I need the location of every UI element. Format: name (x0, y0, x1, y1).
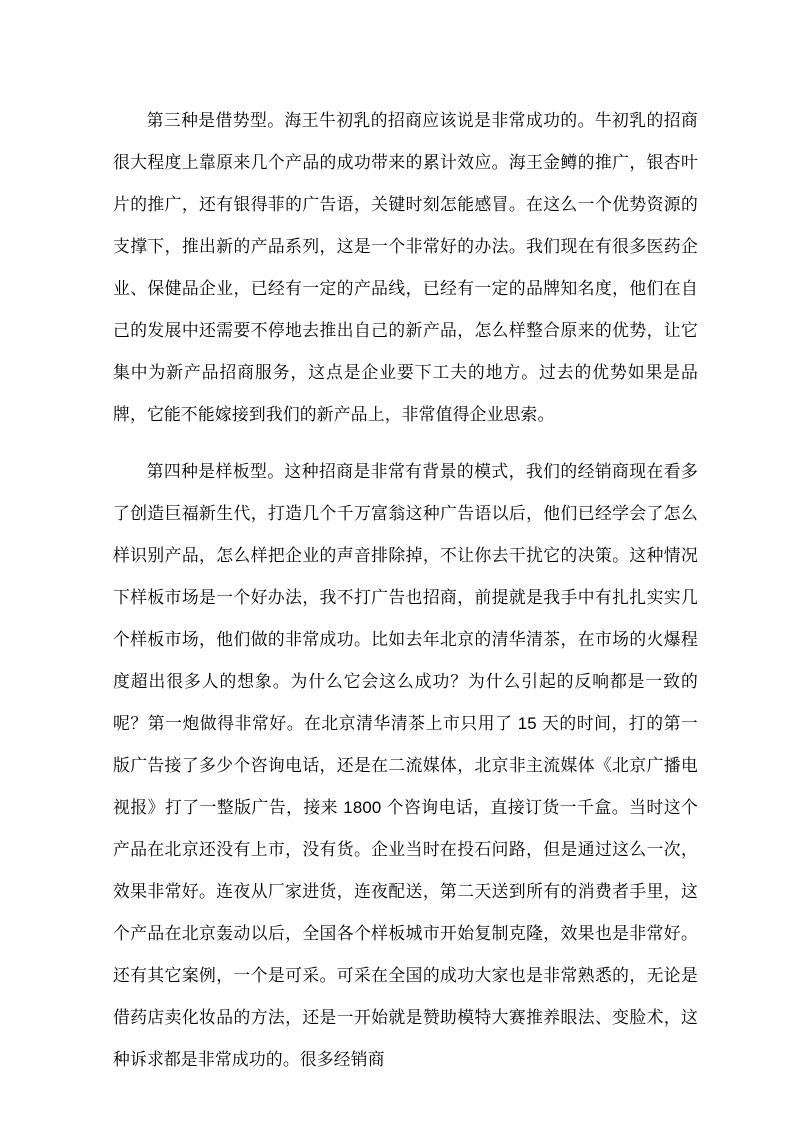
paragraph-model-market-type: 第四种是样板型。这种招商是非常有背景的模式，我们的经销商现在看多了创造巨福新生代，打造几个千万富翁这种广告语以后，他们已经学会了怎么样识别产品，怎么样把企业的声音排除掉，不让你去干扰它的决策。这种情况下样板市场是一个好办法，我不打广告也招商，前提就是我手中有扎扎实实几个样板市场，他们做的非常成功。比如去年北京的清华清茶，在市场的火爆程度超出很多人的想象。为什么它会这么成功？为什么引起的反响都是一致的呢？第一炮做得非常好。在北京清华清茶上市只用了 15 天的时间，打的第一版广告接了多少个咨询电话，还是在二流媒体，北京非主流媒体《北京广播电视报》打了一整版广告，接来 1800 个咨询电话，直接订货一千盒。当时这个产品在北京还没有上市，没有货。企业当时在投石问路，但是通过这么一次，效果非常好。连夜从厂家进货，连夜配送，第二天送到所有的消费者手里，这个产品在北京轰动以后，全国各个样板城市开始复制克隆，效果也是非常好。还有其它案例，一个是可采。可采在全国的成功大家也是非常熟悉的，无论是借药店卖化妆品的方法，还是一开始就是赞助模特大赛推养眼法、变脸术，这种诉求都是非常成功的。很多经销商 (113, 462, 698, 1069)
paragraph-borrowing-momentum-type: 第三种是借势型。海王牛初乳的招商应该说是非常成功的。牛初乳的招商很大程度上靠原来几个产品的成功带来的累计效应。海王金鳟的推广，银杏叶片的推广，还有银得菲的广告语，关键时刻怎能感冒。在这么一个优势资源的支撑下，推出新的产品系列，这是一个非常好的办法。我们现在有很多医药企业、保健品企业，已经有一定的产品线，已经有一定的品牌知名度，他们在自己的发展中还需要不停地去推出自己的新产品，怎么样整合原来的优势，让它集中为新产品招商服务，这点是企业要下工夫的地方。过去的优势如果是品牌，它能不能嫁接到我们的新产品上，非常值得企业思索。 (113, 111, 698, 424)
